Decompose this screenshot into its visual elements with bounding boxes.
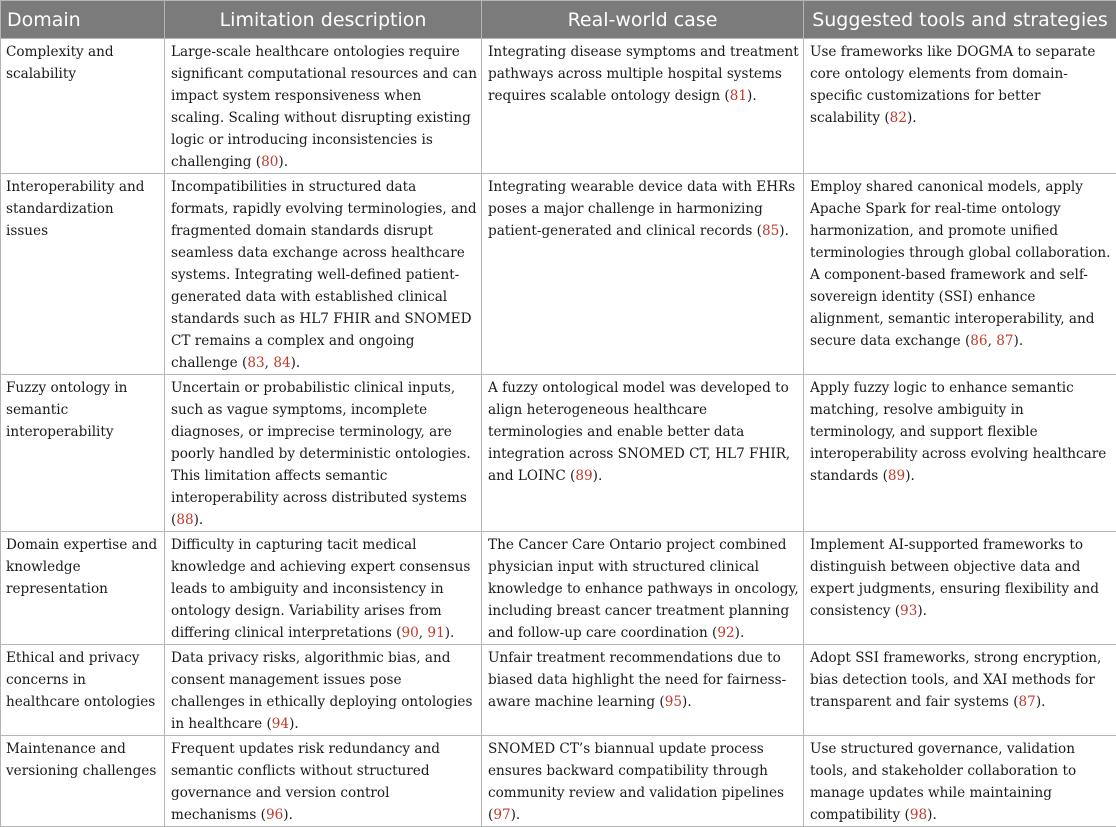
limitation-cell — [165, 174, 482, 375]
reference-link[interactable]: 87 — [996, 333, 1013, 349]
domain-cell: Maintenance and versioning challenges — [1, 736, 165, 827]
cell-text: Use structured governance, validation tools, and stakeholder collaboration to manage updates while maintaining compatibility ( — [810, 741, 1076, 823]
cell-text: ). — [1014, 333, 1024, 349]
cell-text: ). — [289, 716, 299, 732]
reference-link[interactable]: 82 — [890, 110, 907, 126]
tools-paragraph-2 — [810, 264, 1112, 352]
tools-cell — [804, 174, 1116, 375]
domain-cell: Ethical and privacy concerns in healthcare ontologies — [1, 645, 165, 736]
header-domain: Domain — [1, 1, 165, 39]
case-cell — [482, 736, 804, 827]
domain-cell: Interoperability and standardization issues — [1, 174, 165, 375]
cell-text: Integrating wearable device data with EHRs poses a major challenge in harmonizing patient-generated and clinical records ( — [488, 179, 795, 239]
cell-text: ). — [905, 468, 915, 484]
cell-text: ). — [735, 625, 745, 641]
cell-text: ). — [917, 603, 927, 619]
reference-link[interactable]: 80 — [261, 154, 278, 170]
cell-text: ). — [779, 223, 789, 239]
cell-text: A fuzzy ontological model was developed to align heterogeneous healthcare terminologies and enable better data integration across SNOMED CT, HL7 FHIR, and LOINC ( — [488, 380, 790, 484]
table-row — [1, 532, 1116, 645]
cell-text: ). — [927, 807, 937, 823]
reference-link[interactable]: 89 — [575, 468, 592, 484]
cell-text: Difficulty in capturing tacit medical knowledge and achieving expert consensus leads to ambiguity and inconsistency in ontology design. Variability arises from differing clinical interpretations ( — [171, 537, 470, 641]
reference-link[interactable]: 84 — [273, 355, 290, 371]
reference-link[interactable]: 92 — [717, 625, 734, 641]
domain-cell: Fuzzy ontology in semantic interoperability — [1, 375, 165, 532]
cell-text: Incompatibilities in structured data formats, rapidly evolving terminologies, and fragmented domain standards disrupt seamless data exchange across healthcare systems. Integrating well-defined patient-generated data with established clinical standards such as HL7 FHIR and SNOMED CT remains a complex and ongoing challenge ( — [171, 179, 477, 371]
cell-text: Integrating disease symptoms and treatment pathways across multiple hospital systems requires scalable ontology design ( — [488, 44, 799, 104]
cell-text: ). — [682, 694, 692, 710]
domain-cell: Domain expertise and knowledge representation — [1, 532, 165, 645]
cell-text: Uncertain or probabilistic clinical inputs, such as vague symptoms, incomplete diagnoses, or imprecise terminology, are poorly handled by deterministic ontologies. This limitation affects semantic interoperability across distributed systems ( — [171, 380, 471, 528]
limitation-cell — [165, 39, 482, 174]
tools-cell — [804, 736, 1116, 827]
cell-text: Large-scale healthcare ontologies require significant computational resources and can impact system responsiveness when scaling. Scaling without disrupting existing logic or introducing inconsistencies is challenging ( — [171, 44, 477, 170]
case-cell — [482, 174, 804, 375]
cell-text: Implement AI-supported frameworks to distinguish between objective data and expert judgments, ensuring flexibility and consistency ( — [810, 537, 1099, 619]
cell-text: ). — [1036, 694, 1046, 710]
cell-text: ). — [747, 88, 757, 104]
cell-text: ). — [907, 110, 917, 126]
cell-text: ). — [278, 154, 288, 170]
domain-cell: Complexity and scalability — [1, 39, 165, 174]
reference-link[interactable]: 97 — [493, 807, 510, 823]
cell-text: A component-based framework and self-sovereign identity (SSI) enhance alignment, semantic interoperability, and secure data exchange ( — [810, 267, 1095, 349]
tools-cell — [804, 39, 1116, 174]
case-cell — [482, 375, 804, 532]
header-real-world-case: Real-world case — [482, 1, 804, 39]
cell-text: , — [419, 625, 428, 641]
table-row — [1, 174, 1116, 375]
reference-link[interactable]: 89 — [888, 468, 905, 484]
reference-link[interactable]: 85 — [762, 223, 779, 239]
reference-link[interactable]: 81 — [730, 88, 747, 104]
cell-text: ). — [511, 807, 521, 823]
cell-text: ). — [283, 807, 293, 823]
case-cell — [482, 39, 804, 174]
cell-text: ). — [291, 355, 301, 371]
cell-text: ). — [194, 512, 204, 528]
reference-link[interactable]: 98 — [910, 807, 927, 823]
cell-text: ). — [593, 468, 603, 484]
reference-link[interactable]: 87 — [1019, 694, 1036, 710]
cell-text: Use frameworks like DOGMA to separate core ontology elements from domain-specific customizations for better scalability ( — [810, 44, 1095, 126]
reference-link[interactable]: 88 — [176, 512, 193, 528]
table-row — [1, 375, 1116, 532]
case-cell — [482, 532, 804, 645]
cell-text: Unfair treatment recommendations due to biased data highlight the need for fairness-aware machine learning ( — [488, 650, 786, 710]
reference-link[interactable]: 95 — [665, 694, 682, 710]
table-row — [1, 39, 1116, 174]
cell-text: Adopt SSI frameworks, strong encryption, bias detection tools, and XAI methods for transparent and fair systems ( — [810, 650, 1101, 710]
reference-link[interactable]: 86 — [970, 333, 987, 349]
tools-paragraph-1: Employ shared canonical models, apply Apache Spark for real-time ontology harmonization, and promote unified terminologies through global collaboration. — [810, 176, 1112, 264]
cell-text: , — [265, 355, 274, 371]
limitation-cell — [165, 375, 482, 532]
tools-cell — [804, 532, 1116, 645]
cell-text: Data privacy risks, algorithmic bias, and consent management issues pose challenges in ethically deploying ontologies in healthcare ( — [171, 650, 472, 732]
cell-text: , — [988, 333, 997, 349]
limitation-cell — [165, 736, 482, 827]
reference-link[interactable]: 96 — [266, 807, 283, 823]
reference-link[interactable]: 94 — [272, 716, 289, 732]
header-tools-strategies: Suggested tools and strategies — [804, 1, 1116, 39]
reference-link[interactable]: 91 — [427, 625, 444, 641]
cell-text: Frequent updates risk redundancy and semantic conflicts without structured governance and version control mechanisms ( — [171, 741, 440, 823]
cell-text: The Cancer Care Ontario project combined physician input with structured clinical knowledge to enhance pathways in oncology, including breast cancer treatment planning and follow-up care coordination ( — [488, 537, 799, 641]
reference-link[interactable]: 90 — [401, 625, 418, 641]
cell-text: SNOMED CT’s biannual update process ensures backward compatibility through community review and validation pipelines ( — [488, 741, 784, 823]
table-row — [1, 736, 1116, 827]
reference-link[interactable]: 93 — [900, 603, 917, 619]
reference-link[interactable]: 83 — [247, 355, 264, 371]
header-row — [1, 1, 1116, 39]
cell-text: ). — [445, 625, 455, 641]
limitation-cell — [165, 532, 482, 645]
cell-text: Apply fuzzy logic to enhance semantic matching, resolve ambiguity in terminology, and support flexible interoperability across evolving healthcare standards ( — [810, 380, 1106, 484]
header-limitation: Limitation description — [165, 1, 482, 39]
tools-cell — [804, 375, 1116, 532]
